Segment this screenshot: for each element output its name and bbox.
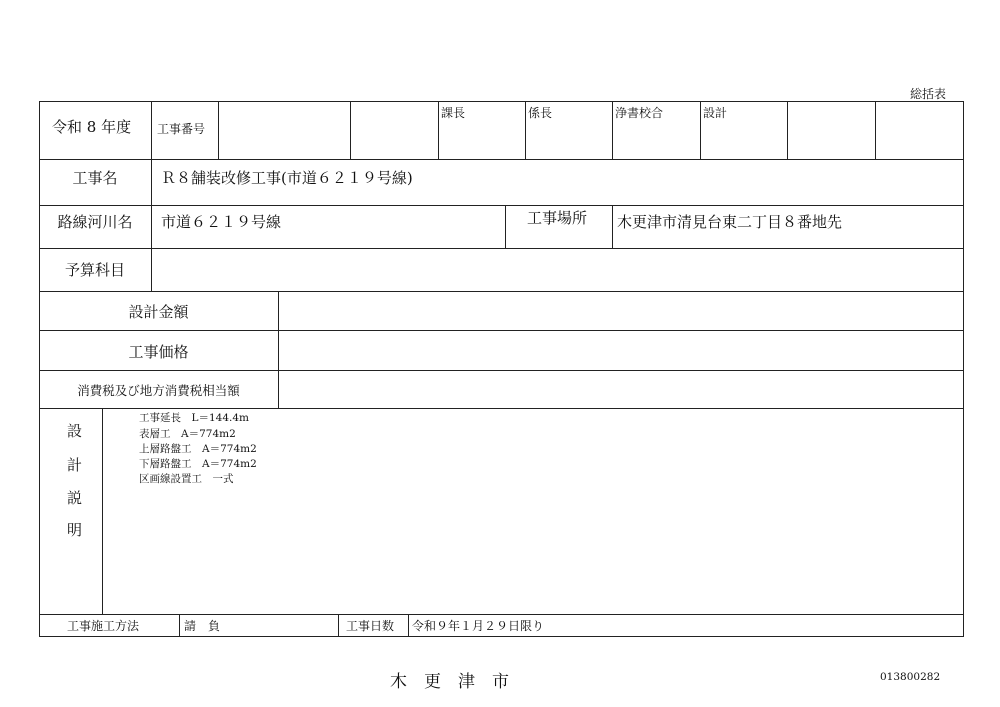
design-line-5: 区画線設置工 一式	[139, 473, 234, 485]
approval-subsection-chief: 係長	[528, 106, 553, 120]
route-value: 市道６２１９号線	[161, 213, 282, 231]
route-label: 路線河川名	[57, 213, 133, 231]
approval-section-chief: 課長	[441, 106, 466, 120]
tax-label: 消費税及び地方消費税相当額	[77, 383, 240, 398]
design-line-2: 表層工 A＝774m2	[139, 428, 236, 440]
design-label-char-1: 設	[67, 422, 83, 440]
approval-design: 設計	[703, 106, 728, 120]
fiscal-year: 令和 8 年度	[52, 118, 132, 136]
issuer: 木 更 津 市	[390, 672, 509, 692]
budget-label: 予算科目	[64, 261, 125, 279]
project-name-label: 工事名	[72, 169, 118, 187]
method-value: 請 負	[184, 619, 221, 633]
construction-price-label: 工事価格	[128, 343, 189, 361]
site-value: 木更津市清見台東二丁目８番地先	[617, 213, 843, 231]
project-name-value: Ｒ８舗装改修工事(市道６２１９号線)	[161, 169, 413, 187]
approval-proofread: 浄書校合	[615, 106, 664, 120]
construction-number-label: 工事番号	[157, 122, 206, 136]
design-amount-label: 設計金額	[128, 303, 189, 321]
days-value: 令和９年１月２９日限り	[412, 619, 545, 633]
form-label: 総括表	[910, 87, 947, 101]
design-line-3: 上層路盤工 A＝774m2	[139, 443, 257, 455]
days-label: 工事日数	[346, 619, 395, 633]
method-label: 工事施工方法	[67, 619, 140, 633]
design-label-char-3: 説	[67, 489, 83, 507]
site-label: 工事場所	[527, 209, 588, 227]
design-label-char-2: 計	[67, 456, 83, 474]
design-line-1: 工事延長 L＝144.4m	[139, 412, 249, 424]
design-label-char-4: 明	[67, 521, 83, 539]
document-number: 013800282	[880, 671, 941, 683]
design-line-4: 下層路盤工 A＝774m2	[139, 458, 257, 470]
